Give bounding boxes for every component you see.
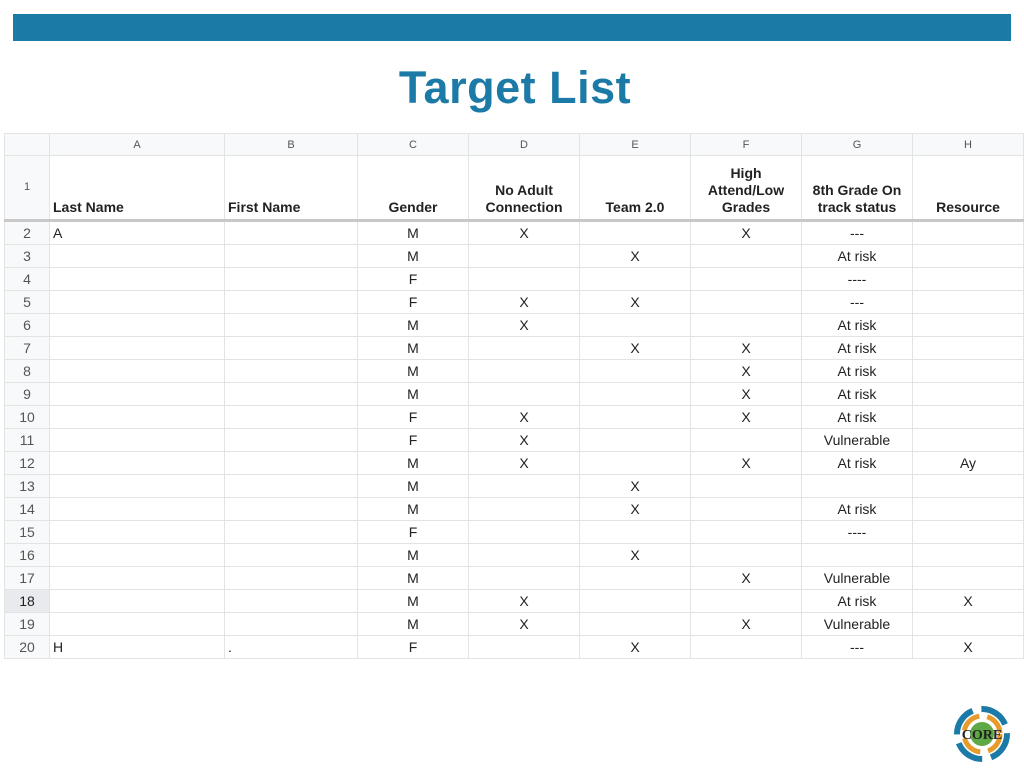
eighth-grade-status-cell[interactable]: ---: [802, 221, 913, 245]
resource-cell[interactable]: [913, 314, 1024, 337]
last-name-cell[interactable]: [50, 337, 225, 360]
eighth-grade-status-cell[interactable]: At risk: [802, 498, 913, 521]
column-header-f[interactable]: F: [691, 134, 802, 156]
spreadsheet-grid: [4, 133, 1024, 659]
last-name-cell[interactable]: [50, 498, 225, 521]
row-number[interactable]: 9: [5, 383, 50, 406]
eighth-grade-status-header[interactable]: 8th Grade On track status: [802, 156, 913, 221]
eighth-grade-status-cell[interactable]: ----: [802, 521, 913, 544]
eighth-grade-status-cell[interactable]: [802, 544, 913, 567]
resource-cell[interactable]: [913, 544, 1024, 567]
team-2-0-cell[interactable]: X: [580, 475, 691, 498]
no-adult-connection-cell[interactable]: X: [469, 406, 580, 429]
high-attend-low-grades-cell[interactable]: X: [691, 452, 802, 475]
row-number[interactable]: 18: [5, 590, 50, 613]
team-2-0-cell[interactable]: [580, 429, 691, 452]
last-name-cell[interactable]: A: [50, 221, 225, 245]
row-number[interactable]: 1: [5, 156, 50, 221]
table-row: [5, 567, 1024, 590]
team-2-0-cell[interactable]: X: [580, 544, 691, 567]
eighth-grade-status-cell[interactable]: Vulnerable: [802, 567, 913, 590]
resource-cell[interactable]: [913, 429, 1024, 452]
last-name-cell[interactable]: [50, 429, 225, 452]
team-2-0-cell[interactable]: [580, 314, 691, 337]
column-header-b[interactable]: B: [225, 134, 358, 156]
row-number[interactable]: 17: [5, 567, 50, 590]
gender-cell[interactable]: M: [358, 337, 469, 360]
high-attend-low-grades-cell[interactable]: X: [691, 360, 802, 383]
top-accent-bar: [13, 14, 1011, 41]
row-number[interactable]: 20: [5, 636, 50, 659]
table-row: [5, 544, 1024, 567]
team-2-0-header[interactable]: Team 2.0: [580, 156, 691, 221]
row-number[interactable]: 6: [5, 314, 50, 337]
last-name-cell[interactable]: [50, 544, 225, 567]
first-name-cell[interactable]: [225, 475, 358, 498]
last-name-cell[interactable]: [50, 452, 225, 475]
high-attend-low-grades-cell[interactable]: [691, 521, 802, 544]
high-attend-low-grades-cell[interactable]: X: [691, 383, 802, 406]
gender-cell[interactable]: M: [358, 452, 469, 475]
no-adult-connection-cell[interactable]: [469, 383, 580, 406]
resource-cell[interactable]: [913, 383, 1024, 406]
gender-header[interactable]: Gender: [358, 156, 469, 221]
table-row: [5, 245, 1024, 268]
table-row: [5, 590, 1024, 613]
high-attend-low-grades-cell[interactable]: [691, 268, 802, 291]
gender-cell[interactable]: M: [358, 475, 469, 498]
resource-header[interactable]: Resource: [913, 156, 1024, 221]
first-name-cell[interactable]: [225, 245, 358, 268]
eighth-grade-status-cell[interactable]: At risk: [802, 590, 913, 613]
row-number[interactable]: 14: [5, 498, 50, 521]
eighth-grade-status-cell[interactable]: At risk: [802, 314, 913, 337]
high-attend-low-grades-cell[interactable]: [691, 475, 802, 498]
gender-cell[interactable]: F: [358, 291, 469, 314]
no-adult-connection-cell[interactable]: [469, 544, 580, 567]
resource-cell[interactable]: [913, 406, 1024, 429]
first-name-cell[interactable]: .: [225, 636, 358, 659]
first-name-cell[interactable]: [225, 291, 358, 314]
eighth-grade-status-cell[interactable]: [802, 475, 913, 498]
eighth-grade-status-cell[interactable]: At risk: [802, 337, 913, 360]
team-2-0-cell[interactable]: X: [580, 636, 691, 659]
gender-cell[interactable]: F: [358, 406, 469, 429]
resource-cell[interactable]: X: [913, 590, 1024, 613]
row-number[interactable]: 19: [5, 613, 50, 636]
resource-cell[interactable]: [913, 475, 1024, 498]
table-row: [5, 221, 1024, 245]
first-name-cell[interactable]: [225, 544, 358, 567]
no-adult-connection-cell[interactable]: [469, 337, 580, 360]
resource-cell[interactable]: [913, 360, 1024, 383]
last-name-cell[interactable]: [50, 268, 225, 291]
no-adult-connection-cell[interactable]: [469, 268, 580, 291]
first-name-cell[interactable]: [225, 383, 358, 406]
column-header-e[interactable]: E: [580, 134, 691, 156]
high-attend-low-grades-cell[interactable]: [691, 314, 802, 337]
first-name-cell[interactable]: [225, 360, 358, 383]
row-number[interactable]: 16: [5, 544, 50, 567]
table-row: [5, 429, 1024, 452]
row-number[interactable]: 5: [5, 291, 50, 314]
no-adult-connection-cell[interactable]: X: [469, 452, 580, 475]
row-number[interactable]: 12: [5, 452, 50, 475]
row-number[interactable]: 10: [5, 406, 50, 429]
first-name-cell[interactable]: [225, 498, 358, 521]
eighth-grade-status-cell[interactable]: ----: [802, 268, 913, 291]
row-number[interactable]: 8: [5, 360, 50, 383]
resource-cell[interactable]: [913, 498, 1024, 521]
gender-cell[interactable]: M: [358, 544, 469, 567]
no-adult-connection-cell[interactable]: [469, 521, 580, 544]
first-name-cell[interactable]: [225, 221, 358, 245]
row-number[interactable]: 13: [5, 475, 50, 498]
high-attend-low-grades-cell[interactable]: [691, 291, 802, 314]
column-header-d[interactable]: D: [469, 134, 580, 156]
first-name-cell[interactable]: [225, 567, 358, 590]
resource-cell[interactable]: [913, 291, 1024, 314]
team-2-0-cell[interactable]: [580, 221, 691, 245]
resource-cell[interactable]: [913, 221, 1024, 245]
header-row: [5, 156, 1024, 221]
resource-cell[interactable]: [913, 521, 1024, 544]
team-2-0-cell[interactable]: X: [580, 337, 691, 360]
resource-cell[interactable]: [913, 337, 1024, 360]
resource-cell[interactable]: Ay: [913, 452, 1024, 475]
table-row: [5, 268, 1024, 291]
team-2-0-cell[interactable]: [580, 521, 691, 544]
high-attend-low-grades-cell[interactable]: X: [691, 406, 802, 429]
eighth-grade-status-cell[interactable]: At risk: [802, 245, 913, 268]
resource-cell[interactable]: [913, 245, 1024, 268]
no-adult-connection-cell[interactable]: X: [469, 590, 580, 613]
row-number[interactable]: 4: [5, 268, 50, 291]
last-name-cell[interactable]: [50, 314, 225, 337]
gender-cell[interactable]: M: [358, 221, 469, 245]
no-adult-connection-cell[interactable]: [469, 245, 580, 268]
last-name-cell[interactable]: [50, 383, 225, 406]
gender-cell[interactable]: M: [358, 383, 469, 406]
first-name-cell[interactable]: [225, 268, 358, 291]
gender-cell[interactable]: M: [358, 590, 469, 613]
team-2-0-cell[interactable]: [580, 383, 691, 406]
team-2-0-cell[interactable]: X: [580, 498, 691, 521]
table-row: [5, 498, 1024, 521]
team-2-0-cell[interactable]: [580, 452, 691, 475]
gender-cell[interactable]: M: [358, 613, 469, 636]
team-2-0-cell[interactable]: [580, 567, 691, 590]
table-row: [5, 521, 1024, 544]
row-number[interactable]: 7: [5, 337, 50, 360]
first-name-cell[interactable]: [225, 452, 358, 475]
resource-cell[interactable]: X: [913, 636, 1024, 659]
table-row: [5, 452, 1024, 475]
column-header-h[interactable]: H: [913, 134, 1024, 156]
last-name-cell[interactable]: [50, 567, 225, 590]
no-adult-connection-cell[interactable]: [469, 567, 580, 590]
no-adult-connection-cell[interactable]: X: [469, 314, 580, 337]
high-attend-low-grades-cell[interactable]: X: [691, 221, 802, 245]
eighth-grade-status-cell[interactable]: At risk: [802, 360, 913, 383]
no-adult-connection-header[interactable]: No Adult Connection: [469, 156, 580, 221]
first-name-cell[interactable]: [225, 429, 358, 452]
resource-cell[interactable]: [913, 268, 1024, 291]
resource-cell[interactable]: [913, 613, 1024, 636]
high-attend-low-grades-cell[interactable]: X: [691, 337, 802, 360]
eighth-grade-status-cell[interactable]: At risk: [802, 452, 913, 475]
slide-title: Target List: [398, 62, 632, 113]
gender-cell[interactable]: M: [358, 314, 469, 337]
last-name-cell[interactable]: [50, 613, 225, 636]
table-row: [5, 337, 1024, 360]
no-adult-connection-cell[interactable]: X: [469, 613, 580, 636]
gender-cell[interactable]: F: [358, 636, 469, 659]
first-name-header[interactable]: First Name: [225, 156, 358, 221]
table-row: [5, 406, 1024, 429]
last-name-cell[interactable]: [50, 475, 225, 498]
table-row: [5, 360, 1024, 383]
eighth-grade-status-cell[interactable]: At risk: [802, 383, 913, 406]
last-name-cell[interactable]: [50, 360, 225, 383]
eighth-grade-status-cell[interactable]: Vulnerable: [802, 429, 913, 452]
team-2-0-cell[interactable]: [580, 613, 691, 636]
no-adult-connection-cell[interactable]: [469, 636, 580, 659]
no-adult-connection-cell[interactable]: [469, 360, 580, 383]
last-name-cell[interactable]: [50, 291, 225, 314]
first-name-cell[interactable]: [225, 337, 358, 360]
high-attend-low-grades-cell[interactable]: [691, 544, 802, 567]
no-adult-connection-cell[interactable]: X: [469, 429, 580, 452]
no-adult-connection-cell[interactable]: [469, 498, 580, 521]
team-2-0-cell[interactable]: X: [580, 245, 691, 268]
eighth-grade-status-cell[interactable]: Vulnerable: [802, 613, 913, 636]
column-header-row: [5, 134, 1024, 156]
last-name-cell[interactable]: H: [50, 636, 225, 659]
table-row: [5, 475, 1024, 498]
high-attend-low-grades-cell[interactable]: [691, 590, 802, 613]
last-name-cell[interactable]: [50, 590, 225, 613]
gender-cell[interactable]: F: [358, 268, 469, 291]
eighth-grade-status-cell[interactable]: ---: [802, 291, 913, 314]
eighth-grade-status-cell[interactable]: At risk: [802, 406, 913, 429]
first-name-cell[interactable]: [225, 521, 358, 544]
team-2-0-cell[interactable]: [580, 360, 691, 383]
column-header-c[interactable]: C: [358, 134, 469, 156]
resource-cell[interactable]: [913, 567, 1024, 590]
high-attend-low-grades-cell[interactable]: [691, 498, 802, 521]
first-name-cell[interactable]: [225, 406, 358, 429]
last-name-cell[interactable]: [50, 406, 225, 429]
table-row: [5, 383, 1024, 406]
gender-cell[interactable]: M: [358, 245, 469, 268]
no-adult-connection-cell[interactable]: X: [469, 291, 580, 314]
eighth-grade-status-cell[interactable]: ---: [802, 636, 913, 659]
team-2-0-cell[interactable]: [580, 268, 691, 291]
row-number[interactable]: 11: [5, 429, 50, 452]
logo-text: CORE: [961, 728, 1003, 743]
gender-cell[interactable]: F: [358, 521, 469, 544]
table-row: [5, 314, 1024, 337]
last-name-header[interactable]: Last Name: [50, 156, 225, 221]
team-2-0-cell[interactable]: X: [580, 291, 691, 314]
high-attend-low-grades-cell[interactable]: [691, 636, 802, 659]
first-name-cell[interactable]: [225, 613, 358, 636]
table-row: [5, 636, 1024, 659]
last-name-cell[interactable]: [50, 521, 225, 544]
spreadsheet: [4, 133, 1024, 659]
team-2-0-cell[interactable]: [580, 406, 691, 429]
team-2-0-cell[interactable]: [580, 590, 691, 613]
table-row: [5, 613, 1024, 636]
first-name-cell[interactable]: [225, 590, 358, 613]
no-adult-connection-cell[interactable]: [469, 475, 580, 498]
high-attend-low-grades-cell[interactable]: [691, 245, 802, 268]
row-number[interactable]: 2: [5, 221, 50, 245]
gender-cell[interactable]: M: [358, 360, 469, 383]
gender-cell[interactable]: F: [358, 429, 469, 452]
select-all-corner[interactable]: [5, 134, 50, 156]
gender-cell[interactable]: M: [358, 567, 469, 590]
column-header-a[interactable]: A: [50, 134, 225, 156]
high-attend-low-grades-cell[interactable]: X: [691, 567, 802, 590]
core-logo: [954, 706, 1010, 762]
last-name-cell[interactable]: [50, 245, 225, 268]
high-attend-low-grades-header[interactable]: High Attend/Low Grades: [691, 156, 802, 221]
gender-cell[interactable]: M: [358, 498, 469, 521]
high-attend-low-grades-cell[interactable]: [691, 429, 802, 452]
first-name-cell[interactable]: [225, 314, 358, 337]
high-attend-low-grades-cell[interactable]: X: [691, 613, 802, 636]
no-adult-connection-cell[interactable]: X: [469, 221, 580, 245]
data-rows: [5, 221, 1024, 659]
column-header-g[interactable]: G: [802, 134, 913, 156]
table-row: [5, 291, 1024, 314]
row-number[interactable]: 15: [5, 521, 50, 544]
row-number[interactable]: 3: [5, 245, 50, 268]
